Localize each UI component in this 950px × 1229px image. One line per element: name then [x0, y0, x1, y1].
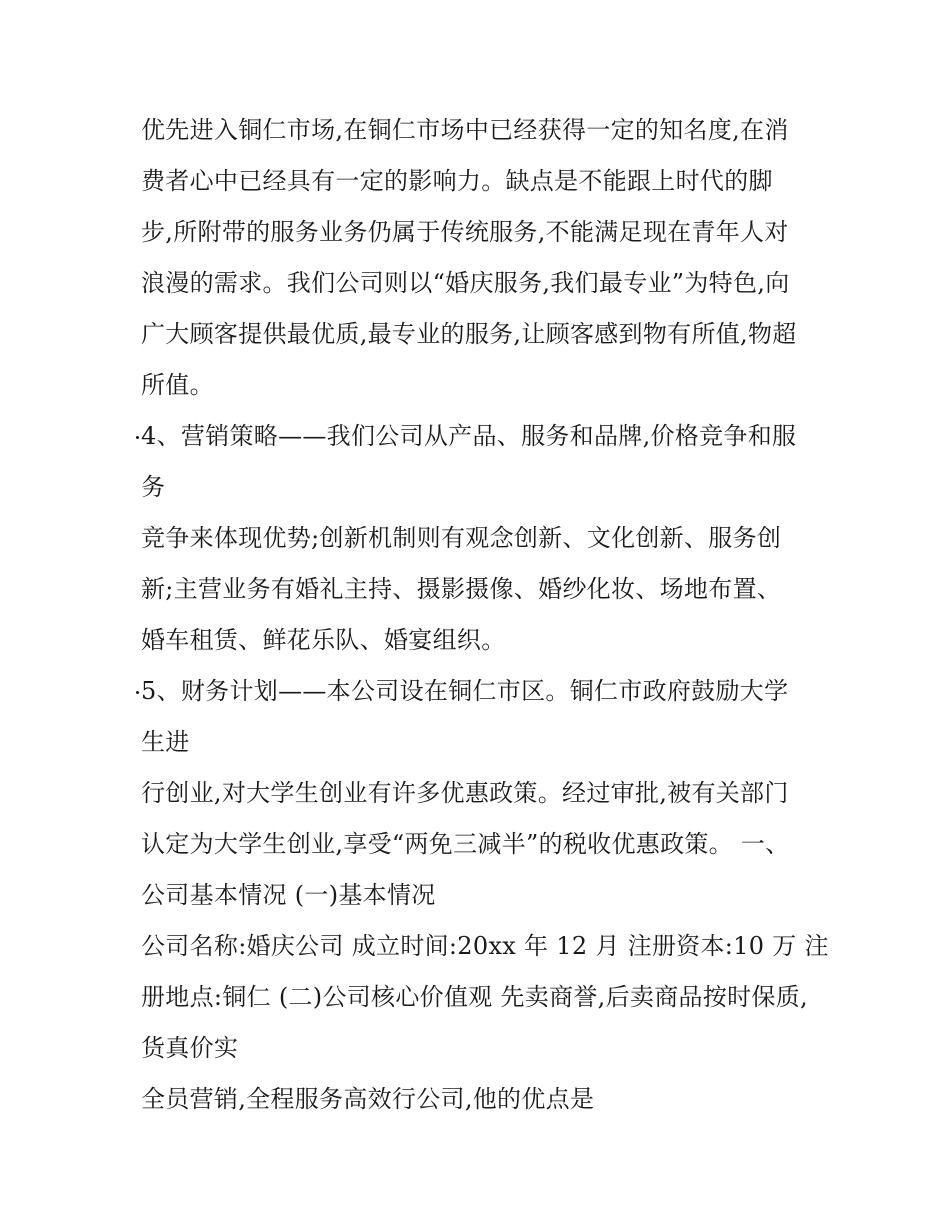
paragraph-line: 生进 [141, 728, 190, 756]
paragraph-line: 步,所附带的服务业务仍属于传统服务,不能满足现在青年人对 [141, 218, 789, 246]
paragraph-line: 公司基本情况 (一)基本情况 [141, 881, 436, 909]
paragraph-line: 认定为大学生创业,享受“两免三减半”的税收优惠政策。 一、 [141, 830, 790, 858]
paragraph-line: 婚车租赁、鲜花乐队、婚宴组织。 [141, 626, 506, 654]
paragraph-line: 广大顾客提供最优质,最专业的服务,让顾客感到物有所值,物超 [141, 320, 797, 348]
paragraph-line: 货真价实 [141, 1034, 239, 1062]
paragraph-line: 务 [141, 473, 166, 501]
section-heading-line: 4、营销策略——我们公司从产品、服务和品牌,价格竞争和服 [141, 422, 797, 450]
list-marker [136, 691, 139, 694]
paragraph-line: 全员营销,全程服务高效行公司,他的优点是 [141, 1085, 595, 1113]
paragraph-line: 费者心中已经具有一定的影响力。缺点是不能跟上时代的脚 [141, 167, 773, 195]
list-marker [136, 436, 139, 439]
paragraph-line: 新;主营业务有婚礼主持、摄影摄像、婚纱化妆、场地布置、 [141, 575, 782, 603]
paragraph-line: 浪漫的需求。我们公司则以“婚庆服务,我们最专业”为特色,向 [141, 269, 790, 297]
paragraph-line: 所值。 [141, 371, 214, 399]
paragraph-line: 行创业,对大学生创业有许多优惠政策。经过审批,被有关部门 [141, 779, 789, 807]
paragraph-line: 册地点:铜仁 (二)公司核心价值观 先卖商誉,后卖商品按时保质, [141, 983, 808, 1011]
paragraph-line: 优先进入铜仁市场,在铜仁市场中已经获得一定的知名度,在消 [141, 116, 789, 144]
section-heading-line: 5、财务计划——本公司设在铜仁市区。铜仁市政府鼓励大学 [141, 677, 789, 705]
paragraph-line: 公司名称:婚庆公司 成立时间:20xx 年 12 月 注册资本:10 万 注 [141, 932, 829, 960]
paragraph-line: 竞争来体现优势;创新机制则有观念创新、文化创新、服务创 [141, 524, 782, 552]
